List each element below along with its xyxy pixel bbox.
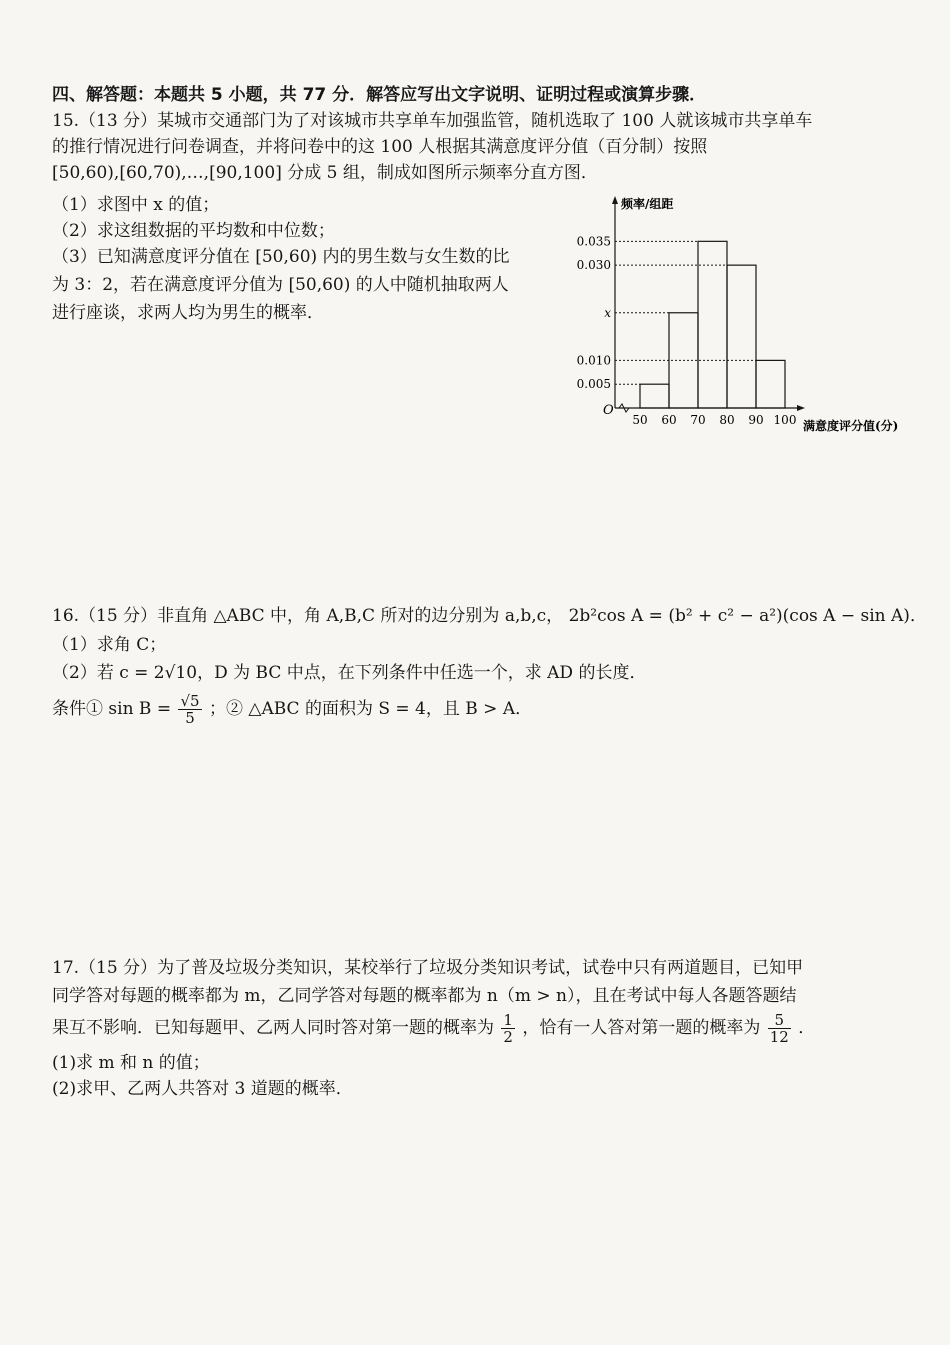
q17-part2: (2)求甲、乙两人共答对 3 道题的概率． xyxy=(52,1079,353,1099)
section-header: 四、解答题：本题共 5 小题，共 77 分．解答应写出文字说明、证明过程或演算步骤． xyxy=(52,85,707,105)
histogram-bar xyxy=(756,360,785,408)
y-tick-label: 0.005 xyxy=(576,377,611,392)
frequency-histogram xyxy=(576,188,945,438)
x-tick-label: 50 xyxy=(632,413,648,427)
q17-line3-a: 果互不影响．已知每题甲、乙两人同时答对第一题的概率为 xyxy=(52,1018,494,1038)
x-tick-label: 80 xyxy=(719,413,735,427)
histogram-svg xyxy=(576,188,945,438)
fraction-denominator: 2 xyxy=(503,1028,513,1046)
q16-line1-b: 2b²cos A = (b² + c² − a²)(cos A − sin A)． xyxy=(568,606,927,626)
q16-line1-a: 16.（15 分）非直角 △ABC 中，角 A,B,C 所对的边分别为 a,b,c， xyxy=(52,606,564,626)
histogram-bar xyxy=(640,384,669,408)
x-tick-label: 60 xyxy=(661,413,677,427)
q17-line3 xyxy=(52,1008,815,1048)
q15-part1: （1）求图中 x 的值； xyxy=(52,195,220,215)
q16-cond-prefix: 条件① sin B = xyxy=(52,699,172,719)
histogram-bar xyxy=(727,265,756,408)
q15-part3b: 为 3：2，若在满意度评分值为 [50,60) 的人中随机抽取两人 xyxy=(52,275,509,295)
y-tick-label: x xyxy=(604,305,611,320)
x-tick-label: 100 xyxy=(773,413,797,427)
q17-line3-b: ，恰有一人答对第一题的概率为 xyxy=(522,1018,761,1038)
q16-part2: （2）若 c = 2√10，D 为 BC 中点，在下列条件中任选一个，求 AD 的长度． xyxy=(52,663,647,683)
fraction-numerator: √5 xyxy=(180,692,200,710)
q17-part1: (1)求 m 和 n 的值； xyxy=(52,1053,210,1073)
q15-line3: [50,60),[60,70),…,[90,100] 分成 5 组，制成如图所示频率分直方图． xyxy=(52,163,598,183)
q16-cond-suffix: ；② △ABC 的面积为 S = 4，且 B > A． xyxy=(208,699,533,719)
q15-line1: 15.（13 分）某城市交通部门为了对该城市共享单车加强监管，随机选取了 100 人就该城市共享单车 xyxy=(52,111,813,131)
q15-part3c: 进行座谈，求两人均为男生的概率． xyxy=(52,303,324,323)
q17-line1: 17.（15 分）为了普及垃圾分类知识，某校举行了垃圾分类知识考试，试卷中只有两道题目，已知甲 xyxy=(52,958,804,978)
sqrt5-over-5-fraction xyxy=(178,693,201,726)
x-axis-title: 满意度评分值(分) xyxy=(803,419,899,433)
q16-line1 xyxy=(52,603,927,629)
y-axis-title: 频率/组距 xyxy=(621,197,674,211)
five-twelfths-fraction xyxy=(768,1012,791,1045)
q15-line2: 的推行情况进行问卷调查，并将问卷中的这 100 人根据其满意度评分值（百分制）按照 xyxy=(52,137,708,157)
y-axis-arrow xyxy=(612,196,618,204)
q16-conditions xyxy=(52,690,532,728)
q15-part3a: （3）已知满意度评分值在 [50,60) 内的男生数与女生数的比 xyxy=(52,247,510,267)
histogram-bar xyxy=(698,241,727,408)
one-half-fraction xyxy=(501,1012,515,1045)
q16-part1: （1）求角 C； xyxy=(52,635,167,655)
fraction-numerator: 1 xyxy=(503,1011,513,1029)
q17-line3-c: ． xyxy=(798,1018,816,1038)
y-tick-label: 0.030 xyxy=(576,258,611,273)
fraction-denominator: 12 xyxy=(769,1028,789,1046)
origin-label: O xyxy=(603,403,614,418)
x-tick-label: 70 xyxy=(690,413,706,427)
q15-part2: （2）求这组数据的平均数和中位数； xyxy=(52,221,335,241)
x-axis-arrow xyxy=(797,405,805,411)
y-tick-label: 0.010 xyxy=(576,353,611,368)
fraction-denominator: 5 xyxy=(185,709,195,727)
fraction-numerator: 5 xyxy=(768,1012,791,1029)
q17-line2: 同学答对每题的概率都为 m，乙同学答对每题的概率都为 n（m > n），且在考试中每人各题答题结 xyxy=(52,986,797,1006)
x-tick-label: 90 xyxy=(748,413,764,427)
y-tick-label: 0.035 xyxy=(576,234,611,249)
